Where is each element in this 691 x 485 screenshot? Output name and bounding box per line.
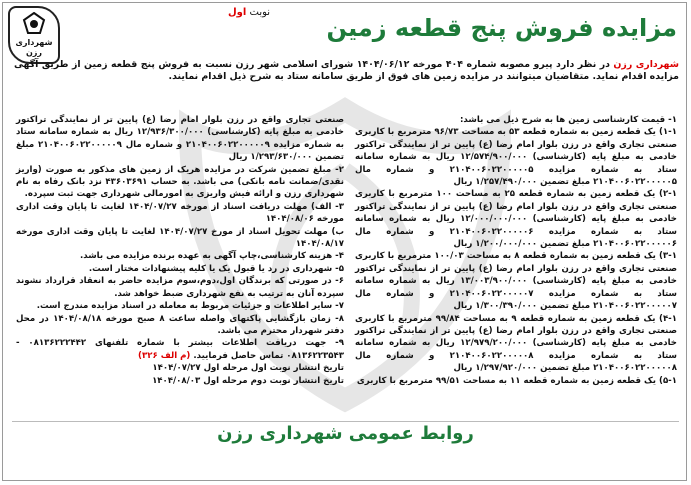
condition-2: ۲- مبلغ تضمین شرکت در مزایده هریک از زمین های مذکور به صورت (واریز نقدی/ضمانت نامه بانکی) می باشد. به حساب ۴۳۶۰۳۶۹۱ نزد بانک رفاه به نام شهرداری رزن و ارائه فیش واریزی به امورمالی شهرداری جهت ثبت سپرده.: [16, 164, 344, 200]
publish-date-second: تاریخ انتشار نوبت دوم مرحله اول ۱۴۰۴/۰۸/۰۳: [152, 375, 344, 386]
condition-8: ۸- زمان بازگشایی پاکتهای واصله ساعت ۸ صبح مورخه ۱۴۰۴/۰۸/۱۸ در محل دفتر شهردار محترم می باشد.: [16, 313, 344, 336]
land-item-2: ۲-۱) یک قطعه زمین به شماره قطعه ۲۵ به مساحت ۱۰۰ مترمربع با کاربری صنعتی تجاری واقع در رزن بلوار امام رضا (ع) پایین تر از نمایندگی تراکتور خادمی به مبلغ پایه (کارشناسی) ۱۲/۰۰۰/۰۰۰/۰۰۰ ریال به شماره سامانه ستاد به شماره مزایده ۲۱۰۴۰۰۶۰۲۲۰۰۰۰۰۶ و شماره مال ۲۱۰۴۰۰۶۰۲۲۰۰۰۰۰۶ مبلغ تضمین ۱/۲۰۰/۰۰۰/۰۰۰ ریال: [355, 189, 678, 250]
land-item-3: ۳-۱) یک قطعه زمین به شماره قطعه ۸ به مساحت ۱۰۰/۰۳ مترمربع با کاربری صنعتی تجاری واقع در رزن بلوار امام رضا (ع) پایین تر از نمایندگی تراکتور خادمی به مبلغ پایه (کارشناسی) ۱۳/۰۰۳/۹۰۰/۰۰۰ ریال به شماره سامانه ستاد به شماره مزایده ۲۱۰۴۰۰۶۰۲۲۰۰۰۰۰۷ و شماره مال ۲۱۰۴۰۰۶۰۲۲۰۰۰۰۰۷ مبلغ تضمین ۱/۳۰۰/۳۹۰/۰۰۰ ریال: [355, 251, 678, 312]
intro-text: در نظر دارد پیرو مصوبه شماره ۴۰۴ مورخه ۱۴۰۴/۰۶/۱۲ شورای اسلامی شهر رزن نسبت به فروش پنج قطعه زمین از طریق آگهی مزایده اقدام نماید. متقاضیان میتوانند در مزایده زمین های فوق از طریق سامانه ستاد به شرح ذیل اقدام نمایند.: [14, 59, 679, 82]
condition-4: ۴- هزینه کارشناسی،چاپ آگهی به عهده برنده مزایده می باشد.: [79, 251, 344, 262]
logo-text-line2: رزن: [25, 48, 43, 57]
intro-lead: شهرداری رزن: [613, 59, 679, 70]
condition-3b: ب) مهلت تحویل اسناد از مورخ ۱۴۰۴/۰۷/۲۷ لغایت تا پایان وقت اداری مورخه ۱۴۰۴/۰۸/۱۷: [16, 226, 345, 250]
publish-date-first: تاریخ انتشار نوبت اول مرحله اول ۱۴۰۴/۰۷/۲۷: [152, 363, 344, 374]
logo-text-line1: شهرداری: [15, 38, 53, 47]
condition-5: ۵- شهرداری در رد یا قبول یک یا کلیه پیشنهادات مختار است.: [88, 263, 344, 274]
condition-7: ۷- سایر اطلاعات و جزئیات مربوط به معامله در اسناد مزایده مندرج است.: [36, 301, 344, 312]
land-item-1: ۱-۱) یک قطعه زمین به شماره قطعه ۵۳ به مساحت ۹۶/۷۳ مترمربع با کاربری صنعتی تجاری واقع در رزن بلوار امام رضا (ع) پایین تر از نمایندگی تراکتور خادمی به مبلغ پایه (کارشناسی) ۱۲/۵۷۴/۹۰۰/۰۰۰ ریال به شماره سامانه ستاد به شماره مزایده ۲۱۰۴۰۰۶۰۲۲۰۰۰۰۰۵ و شماره مال ۲۱۰۴۰۰۶۰۲۲۰۰۰۰۰۵ مبلغ تضمین ۱/۲۵۷/۴۹۰/۰۰۰ ریال: [355, 127, 678, 188]
notice-value: اول: [228, 7, 247, 18]
municipality-logo: [8, 6, 60, 64]
notice-round: [228, 7, 270, 18]
condition-3a: ۳- الف) مهلت دریافت اسناد از مورخه ۱۴۰۴/۰۷/۲۷ لغایت تا پایان وقت اداری مورخه ۱۴۰۴/۰۸/۰۶: [16, 201, 344, 225]
land-item-4: ۴-۱) یک قطعه زمین به شماره قطعه ۹ به مساحت ۹۹/۸۴ مترمربع با کاربری صنعتی تجاری واقع در رزن بلوار امام رضا (ع) پایین تر از نمایندگی تراکتور خادمی به مبلغ پایه (کارشناسی) ۱۲/۹۷۹/۲۰۰/۰۰۰ ریال به شماره سامانه ستاد به شماره مزایده ۲۱۰۴۰۰۶۰۲۲۰۰۰۰۰۸ و شماره مال ۲۱۰۴۰۰۶۰۲۲۰۰۰۰۰۸ مبلغ تضمین ۱/۲۹۷/۹۲۰/۰۰۰ ریال: [355, 313, 678, 374]
land-item-5-end: صنعتی تجاری واقع در رزن بلوار امام رضا (ع) پایین تر از نمایندگی تراکتور خادمی به مبلغ پایه (کارشناسی) ۱۲/۹۳۶/۳۰۰/۰۰۰ ریال به شماره سامانه ستاد به شماره مزایده ۲۱۰۴۰۰۶۰۲۲۰۰۰۰۰۹ و شماره مال ۲۱۰۴۰۰۶۰۲۲۰۰۰۰۰۹ مبلغ تضمین ۱/۲۹۳/۶۳۰/۰۰۰ ریال: [16, 115, 344, 163]
ad-code: (م الف ۳۲۶): [138, 350, 191, 361]
condition-6: ۶- در صورتی که برندگان اول،دوم،سوم مزایده حاضر به انعقاد قرارداد نشوند سپرده آنان به ترتیب به نفع شهرداری ضبط خواهد شد.: [16, 276, 344, 299]
logo-emblem-icon: [22, 12, 46, 34]
page-title: مزایده فروش پنج قطعه زمین: [326, 14, 677, 42]
condition-9: [16, 337, 344, 362]
left-column: [16, 114, 344, 387]
intro-paragraph: [14, 59, 679, 83]
right-column: [355, 114, 677, 387]
footer-signature: روابط عمومی شهرداری رزن: [217, 423, 474, 444]
notice-label: نوبت: [249, 7, 271, 18]
land-item-5-start: ۵-۱) یک قطعه زمین به شماره قطعه ۱۱ به مساحت ۹۹/۵۱ مترمربع با کاربری: [356, 375, 677, 386]
price-heading: ۱- قیمت کارشناسی زمین ها به شرح ذیل می باشد:: [460, 115, 677, 125]
condition-9-text: ۹- جهت دریافت اطلاعات بیشتر با شماره تلفنهای ۰۸۱۳۶۲۲۲۴۴۲ - ۰۸۱۳۶۲۲۳۵۴۳ تماس حاصل فرمایید.: [16, 338, 344, 361]
